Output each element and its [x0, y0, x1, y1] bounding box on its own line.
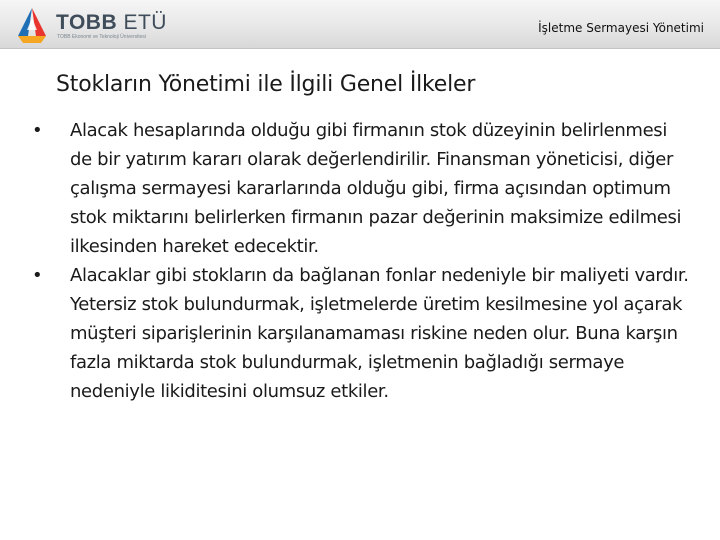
bullet-text: Alacak hesaplarında olduğu gibi firmanın stok düzeyinin belirlenmesi de bir yatırım kararı olarak değerlendirilir. Finansman yöneticisi, diğer çalışma sermayesi kararlarında olduğu gibi, firma açısından optimum stok miktarını belirlerken firmanın pazar değerinin maksimize edilmesi ilkesinden hareket edecektir. — [70, 120, 682, 257]
logo-subtitle: TOBB Ekonomi ve Teknoloji Üniversitesi — [57, 34, 147, 40]
bullet-item — [32, 116, 692, 261]
bullet-point-icon: • — [32, 120, 43, 141]
bullet-point-icon: • — [32, 265, 43, 286]
slide-title: Stokların Yönetimi ile İlgili Genel İlkeler — [56, 72, 476, 97]
tobb-etu-logo — [14, 6, 174, 44]
header-bar — [0, 0, 720, 49]
bullet-text: Alacaklar gibi stokların da bağlanan fonlar nedeniyle bir maliyeti vardır. Yetersiz stok bulundurmak, işletmelerde üretim kesilmesine yol açarak müşteri siparişlerinin karşılanamaması riskine neden olur. Buna karşın fazla miktarda stok bulundurmak, işletmenin bağladığı sermaye nedeniyle likiditesini olumsuz etkiler. — [70, 265, 689, 402]
university-emblem-icon — [14, 6, 50, 44]
logo-text: TOBB ETÜ — [56, 11, 167, 34]
course-title: İşletme Sermayesi Yönetimi — [538, 21, 704, 35]
bullet-item — [32, 261, 692, 406]
bullet-list — [32, 116, 692, 406]
